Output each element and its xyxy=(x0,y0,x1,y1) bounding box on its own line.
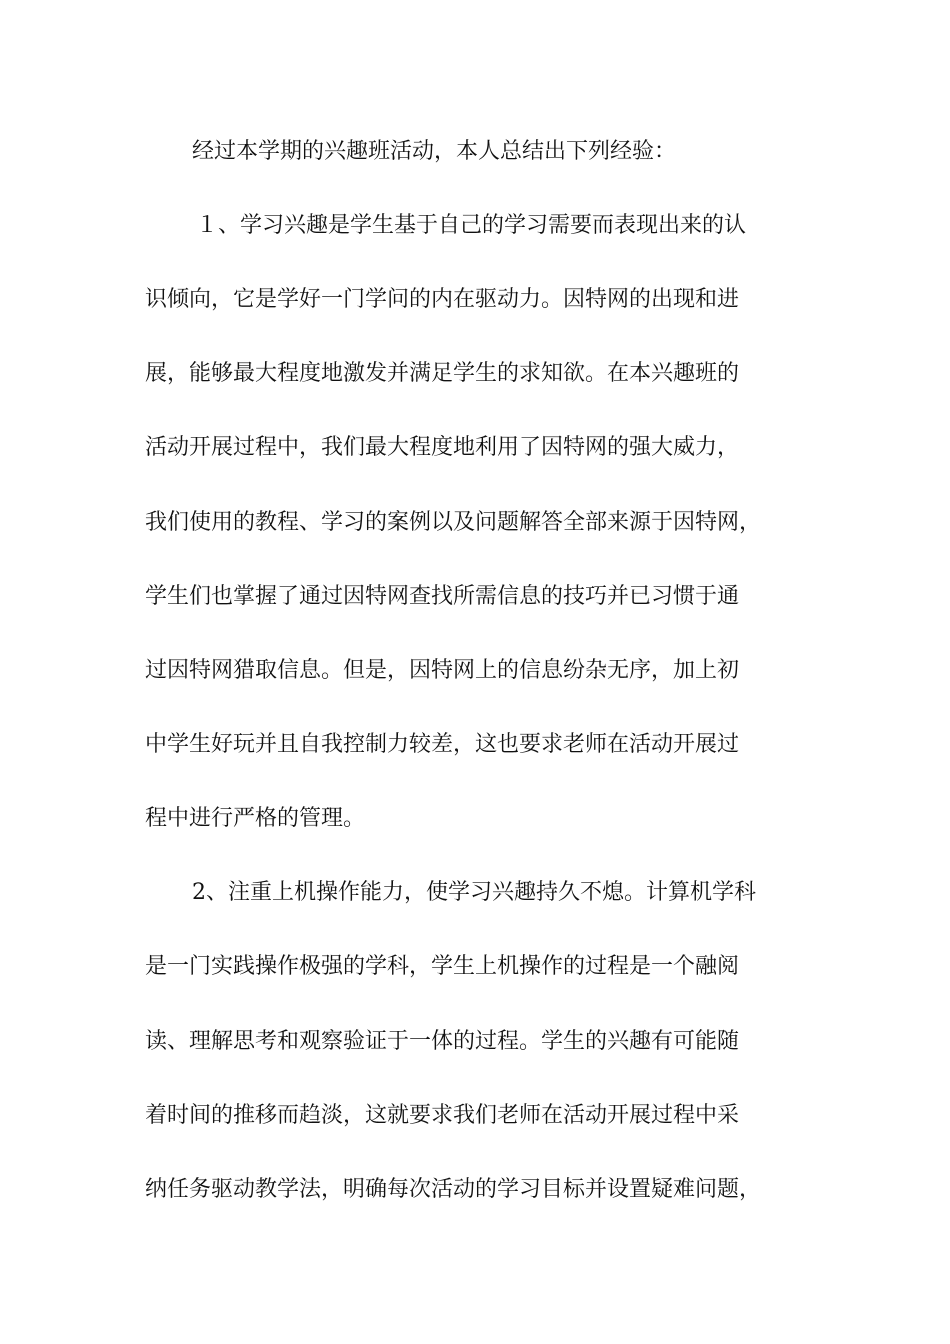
paragraph-1-line-1: １、学习兴趣是学生基于自己的学习需要而表现出来的认 xyxy=(196,213,747,238)
paragraph-1-line-5: 我们使用的教程、学习的案例以及问题解答全部来源于因特网， xyxy=(145,510,762,535)
paragraph-1-line-3: 展，能够最大程度地激发并满足学生的求知欲。在本兴趣班的 xyxy=(145,361,740,386)
paragraph-2-line-3: 读、理解思考和观察验证于一体的过程。学生的兴趣有可能随 xyxy=(145,1029,740,1054)
paragraph-2-line-5: 纳任务驱动教学法，明确每次活动的学习目标并设置疑难问题， xyxy=(145,1177,762,1202)
paragraph-2-line-4: 着时间的推移而趋淡，这就要求我们老师在活动开展过程中采 xyxy=(145,1103,740,1128)
paragraph-2-line-2: 是一门实践操作极强的学科，学生上机操作的过程是一个融阅 xyxy=(145,954,740,979)
intro-line: 经过本学期的兴趣班活动，本人总结出下列经验： xyxy=(192,139,677,164)
paragraph-1-line-4: 活动开展过程中，我们最大程度地利用了因特网的强大威力， xyxy=(145,435,740,460)
paragraph-1-line-9: 程中进行严格的管理。 xyxy=(145,806,366,831)
paragraph-1-line-8: 中学生好玩并且自我控制力较差，这也要求老师在活动开展过 xyxy=(145,732,740,757)
paragraph-1-line-6: 学生们也掌握了通过因特网查找所需信息的技巧并已习惯于通 xyxy=(145,584,740,609)
paragraph-1-line-2: 识倾向，它是学好一门学问的内在驱动力。因特网的出现和进 xyxy=(145,287,740,312)
paragraph-2-line-1: 2、注重上机操作能力，使学习兴趣持久不熄。计算机学科 xyxy=(192,880,756,905)
paragraph-1-line-7: 过因特网猎取信息。但是，因特网上的信息纷杂无序，加上初 xyxy=(145,658,740,683)
